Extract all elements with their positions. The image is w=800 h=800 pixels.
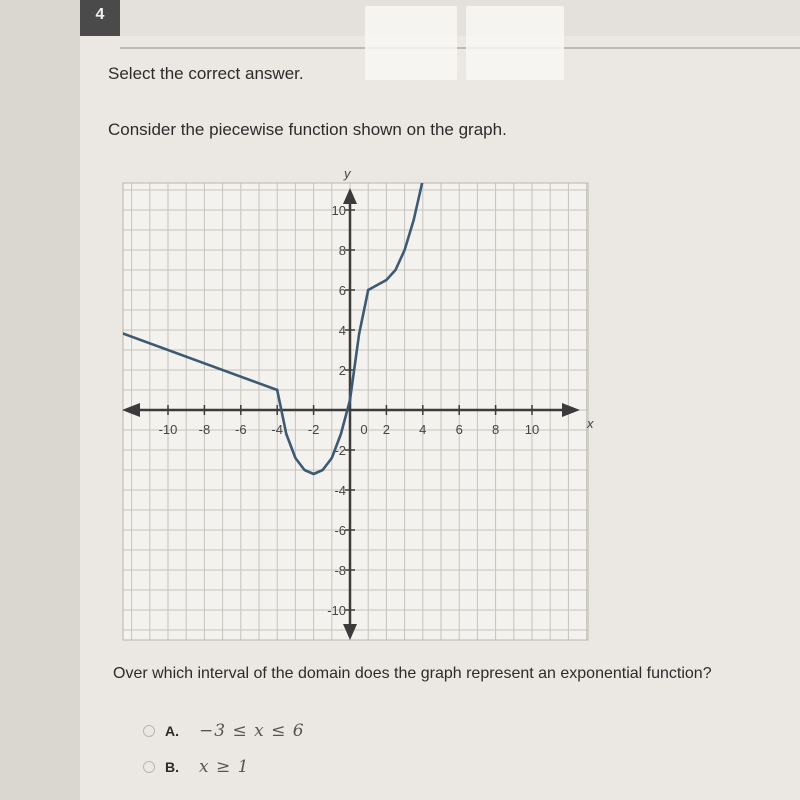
x-tick-label: 0 — [360, 422, 368, 437]
x-tick-label: 8 — [491, 422, 500, 437]
choice-b-text: x ≥ 1 — [199, 757, 250, 777]
radio-a[interactable] — [143, 725, 155, 737]
y-tick-label: 6 — [338, 283, 346, 298]
y-tick-label: 10 — [331, 203, 346, 218]
y-tick-label: -10 — [327, 603, 346, 618]
y-axis-label: y — [344, 166, 351, 181]
instruction-text: Select the correct answer. — [108, 64, 304, 83]
question-text: Over which interval of the domain does the graph represent an exponential function? — [113, 665, 712, 682]
x-tick-label: 4 — [419, 422, 427, 437]
choice-a-letter: A. — [165, 723, 179, 739]
question-number: 4 — [80, 0, 120, 36]
y-tick-label: -8 — [334, 563, 346, 578]
x-tick-label: -2 — [307, 422, 320, 437]
x-tick-label: 2 — [382, 422, 391, 437]
choice-a[interactable] — [143, 720, 305, 742]
y-tick-label: 2 — [338, 363, 346, 378]
choice-b[interactable] — [143, 756, 249, 778]
x-tick-label: -4 — [271, 422, 283, 437]
y-tick-label: -6 — [334, 523, 346, 538]
x-tick-label: 6 — [455, 422, 463, 437]
x-tick-label: 10 — [524, 422, 540, 437]
x-tick-label: -6 — [235, 422, 247, 437]
graph-background — [123, 183, 588, 640]
choice-a-text: −3 ≤ x ≤ 6 — [199, 721, 305, 741]
x-tick-label: -10 — [158, 422, 178, 437]
choice-b-letter: B. — [165, 759, 179, 775]
y-tick-label: 4 — [338, 323, 346, 338]
y-tick-label: -2 — [334, 443, 346, 458]
question-prompt: Consider the piecewise function shown on the graph. — [108, 120, 507, 139]
radio-b[interactable] — [143, 761, 155, 773]
y-tick-label: 8 — [338, 243, 346, 258]
x-axis-label: x — [587, 416, 594, 431]
y-tick-label: -4 — [334, 483, 346, 498]
x-tick-label: -8 — [198, 422, 211, 437]
